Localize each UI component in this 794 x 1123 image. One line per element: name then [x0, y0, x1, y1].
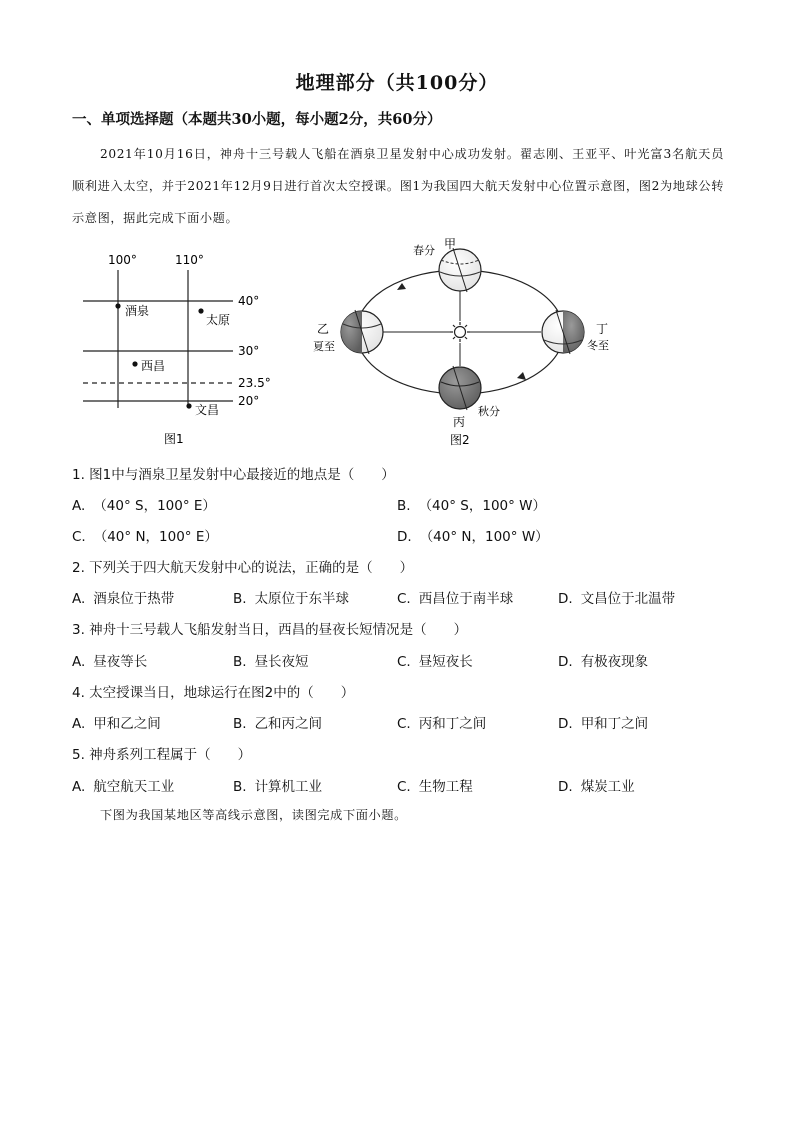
position-jia: 甲	[444, 237, 457, 251]
question-2-option-b[interactable]: B. 太原位于东半球	[233, 591, 350, 607]
figure-2-caption: 图2	[450, 433, 470, 447]
site-label-xichang: 西昌	[141, 359, 166, 373]
position-bing: 丙	[453, 415, 466, 429]
lon-label-100: 100°	[108, 253, 137, 267]
question-2-stem: 2. 下列关于四大航天发射中心的说法，正确的是（ ）	[72, 560, 414, 576]
term-autumn: 秋分	[478, 405, 500, 418]
lat-label-30: 30°	[238, 344, 260, 358]
question-5-option-d[interactable]: D. 煤炭工业	[558, 779, 635, 795]
position-yi: 乙	[317, 322, 330, 336]
question-3-stem: 3. 神舟十三号载人飞船发射当日，西昌的昼夜长短情况是（ ）	[72, 622, 468, 638]
earth-ding-icon	[542, 310, 584, 354]
question-4-option-d[interactable]: D. 甲和丁之间	[558, 716, 649, 732]
site-dot-taiyuan	[198, 308, 203, 313]
site-label-wenchang: 文昌	[195, 403, 220, 417]
question-5-stem: 5. 神舟系列工程属于（ ）	[72, 747, 252, 763]
term-winter: 冬至	[587, 339, 609, 352]
question-4-stem: 4. 太空授课当日，地球运行在图2中的（ ）	[72, 685, 355, 701]
figure-2-orbit	[305, 236, 635, 451]
term-spring: 春分	[413, 244, 435, 257]
site-dot-wenchang	[186, 403, 191, 408]
lat-label-23-5: 23.5°	[238, 376, 271, 390]
question-3-option-d[interactable]: D. 有极夜现象	[558, 654, 649, 670]
question-1-stem: 1. 图1中与酒泉卫星发射中心最接近的地点是（ ）	[72, 467, 395, 483]
question-4-option-a[interactable]: A. 甲和乙之间	[72, 716, 161, 732]
question-3-option-b[interactable]: B. 昼长夜短	[233, 654, 309, 670]
question-5-option-a[interactable]: A. 航空航天工业	[72, 779, 175, 795]
question-5-option-b[interactable]: B. 计算机工业	[233, 779, 323, 795]
earth-jia-icon	[439, 248, 481, 292]
site-label-jiuquan: 酒泉	[125, 304, 150, 318]
section-heading: 一、单项选择题（本题共30小题，每小题2分，共60分）	[72, 111, 442, 128]
question-5-option-c[interactable]: C. 生物工程	[397, 779, 473, 795]
question-4-option-b[interactable]: B. 乙和丙之间	[233, 716, 323, 732]
position-ding: 丁	[596, 322, 609, 336]
lat-label-20: 20°	[238, 394, 260, 408]
site-dot-xichang	[132, 361, 137, 366]
intro-paragraph: 2021年10月16日，神舟十三号载人飞船在酒泉卫星发射中心成功发射。翟志刚、王亚平、叶光富3名航天员顺利进入太空，并于2021年12月9日进行首次太空授课。图1为我国四大航天发射中心位置示意图，图2为地球公转示意图，据此完成下面小题。	[72, 147, 724, 225]
closing-note: 下图为我国某地区等高线示意图，读图完成下面小题。	[100, 808, 407, 822]
question-1-option-b[interactable]: B. （40° S，100° W）	[397, 498, 547, 514]
earth-bing-icon	[439, 366, 481, 410]
question-1-option-c[interactable]: C. （40° N，100° E）	[72, 529, 218, 545]
term-summer: 夏至	[313, 340, 335, 353]
question-2-option-c[interactable]: C. 西昌位于南半球	[397, 591, 514, 607]
question-2-option-d[interactable]: D. 文昌位于北温带	[558, 591, 676, 607]
question-2-option-a[interactable]: A. 酒泉位于热带	[72, 591, 175, 607]
question-1-option-a[interactable]: A. （40° S，100° E）	[72, 498, 216, 514]
earth-yi-icon	[341, 310, 383, 354]
question-3-option-c[interactable]: C. 昼短夜长	[397, 654, 473, 670]
question-3-option-a[interactable]: A. 昼夜等长	[72, 654, 148, 670]
page-title: 地理部分（共100分）	[295, 72, 499, 94]
sun-icon	[450, 322, 470, 342]
site-label-taiyuan: 太原	[206, 313, 231, 327]
lon-label-110: 110°	[175, 253, 204, 267]
site-dot-jiuquan	[115, 303, 120, 308]
lat-label-40: 40°	[238, 294, 260, 308]
figure-1-map	[78, 248, 288, 448]
question-4-option-c[interactable]: C. 丙和丁之间	[397, 716, 487, 732]
figure-1-caption: 图1	[164, 432, 184, 446]
question-1-option-d[interactable]: D. （40° N，100° W）	[397, 529, 549, 545]
